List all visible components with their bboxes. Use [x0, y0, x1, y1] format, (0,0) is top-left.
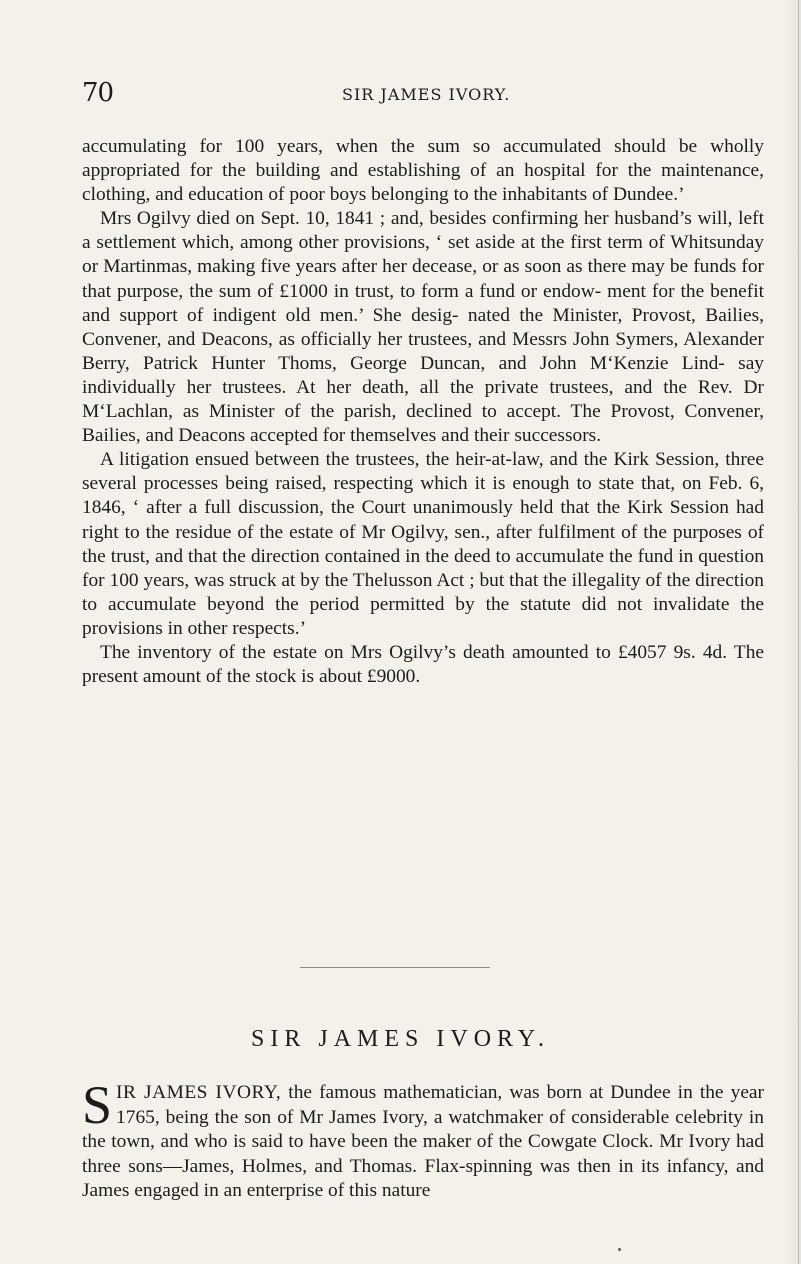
section-divider: [300, 967, 490, 968]
section-body: [82, 1075, 764, 1204]
ink-spot: [618, 1248, 621, 1251]
paragraph-litigation: A litigation ensued between the trustees, the heir-at-law, and the Kirk Session, three several processes being raised, respecting which it is enough to state that, on Feb. 6, 1846, ‘ after a full discussion, the Court unanimously held that the Kirk Session had right to the residue of the estate of Mr Ogilvy, sen., after fulfilment of the purposes of the trust, and that the direction contained in the deed to accumulate the fund in question for 100 years, was struck at by the Thelusson Act ; but that the illegality of the direction to accumulate beyond the period permitted by the statute did not invalidate the provisions in other respects.’: [82, 449, 764, 639]
page-number: 70: [82, 78, 114, 108]
drop-cap: S: [82, 1075, 113, 1135]
paragraph-mrs-ogilvy: Mrs Ogilvy died on Sept. 10, 1841 ; and, besides confirming her husband’s will, left a settlement which, among other provisions, ‘ set aside at the first term of Whitsunday or Martinmas, making five years after her decease, or as soon as there may be funds for that purpose, the sum of £1000 in trust, to form a fund or endow- ment for the benefit and support of indigent old men.’ She desig- nated the Minister, Provost, Bailies, Convener, and Deacons, as officially her trustees, and Messrs John Symers, Alexander Berry, Patrick Hunter Thoms, George Duncan, and John M‘Kenzie Lind- say individually her trustees. At her death, all the private trustees, and the Rev. Dr M‘Lachlan, as Minister of the parish, declined to accept. The Provost, Convener, Bailies, and Deacons accepted for themselves and their successors.: [82, 208, 764, 447]
page-header: [82, 78, 762, 108]
paragraph-continued: accumulating for 100 years, when the sum so accumulated should be wholly appropriated for the building and establishing of an hospital for the maintenance, clothing, and education of poor boys belonging to the inhabitants of Dundee.’: [82, 136, 764, 206]
page-edge-line: [798, 0, 799, 1264]
section-title: SIR JAMES IVORY.: [251, 1026, 550, 1052]
running-head: SIR JAMES IVORY.: [342, 85, 511, 104]
section-paragraph: the famous mathematician, was born at Dundee in the year 1765, being the son of Mr James Ivory, a watchmaker of considerable celebrity in the town, and who is said to have been the maker of the Cowgate Clock. Mr Ivory had three sons—James, Holmes, and Thomas. Flax-spinning was then in its infancy, and James engaged in an enterprise of this nature: [82, 1082, 764, 1201]
body-text: [82, 135, 764, 689]
lead-caps: IR JAMES IVORY,: [116, 1082, 282, 1103]
paragraph-inventory: The inventory of the estate on Mrs Ogilvy’s death amounted to £4057 9s. 4d. The present amount of the stock is about £9000.: [82, 641, 764, 688]
